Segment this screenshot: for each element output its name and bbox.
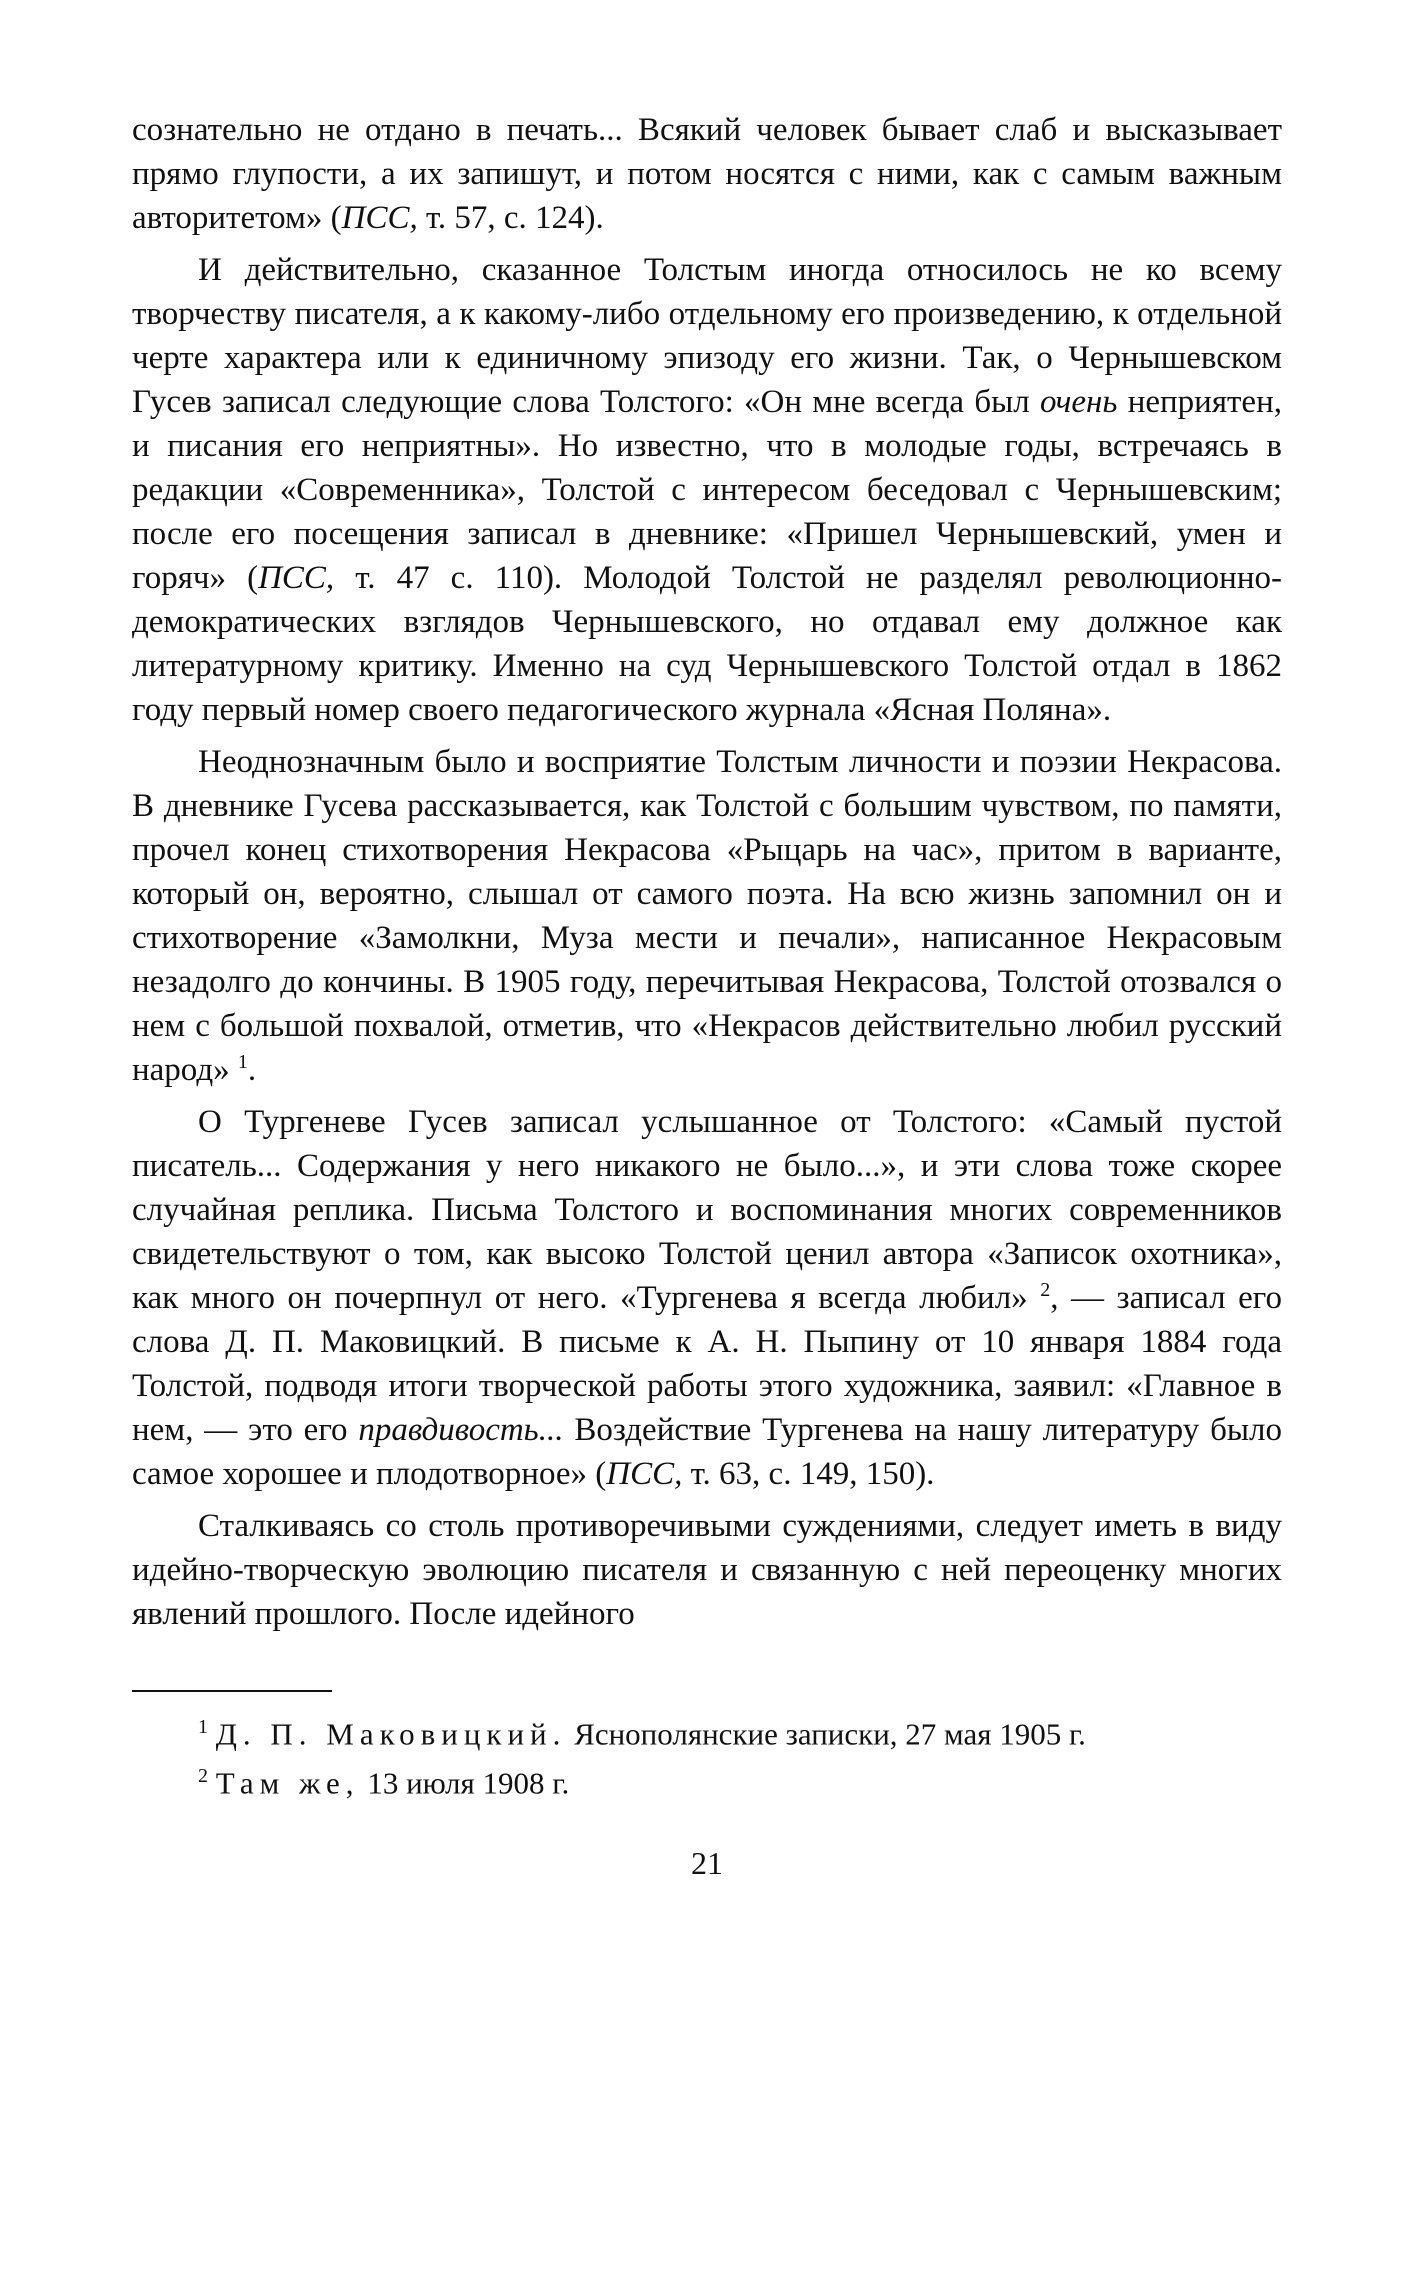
text-run: т. 63, с. 149, 150). bbox=[682, 1456, 935, 1492]
paragraph bbox=[132, 108, 1282, 240]
italic-text: очень bbox=[1040, 384, 1118, 420]
footnote-number: 1 bbox=[198, 1716, 208, 1738]
footnote-text: 13 июля 1908 г. bbox=[359, 1765, 570, 1801]
text-run: , — записал его слова Д. П. Маковицкий. В письме к А. Н. Пыпину от 10 января 1884 года Толстой, подводя итоги творческой работы этого художника, заявил: «Главное в нем, — это его bbox=[132, 1280, 1282, 1448]
footnote-reference[interactable]: 1 bbox=[237, 1051, 248, 1073]
text-run: т. 47 с. 110). Молодой Толстой не разделял революционно-демократических взглядов Чернышевского, но отдавал ему должное как литературному критику. Именно на суд Чернышевского Толстой отдал в 1862 году первый номер своего педагогического журнала «Ясная Поляна». bbox=[132, 560, 1282, 728]
footnote-number: 2 bbox=[198, 1765, 208, 1788]
paragraph bbox=[132, 1504, 1282, 1636]
italic-text: правдивость... bbox=[358, 1412, 564, 1448]
footnote-author: Д. П. Маковицкий. bbox=[215, 1716, 567, 1752]
italic-text: ПСС, bbox=[258, 560, 335, 596]
paragraph bbox=[132, 740, 1282, 1092]
footnote bbox=[132, 1755, 1282, 1804]
text-run: Воздействие Тургенева на нашу литературу было самое хорошее и плодотворное» ( bbox=[132, 1412, 1282, 1492]
text-run: неприятен, и писания его неприятны». Но известно, что в молодые годы, встречаясь в редакции «Современника», Толстой с интересом беседовал с Чернышевским; после его посещения записал в дневнике: «Пришел Чернышевский, умен и горяч» ( bbox=[132, 384, 1282, 596]
italic-text: ПСС, bbox=[606, 1456, 683, 1492]
italic-text: ПСС, bbox=[341, 200, 418, 236]
text-run: Сталкиваясь со столь противоречивыми суждениями, следует иметь в виду идейно-творческую эволюцию писателя и связанную с ней переоценку многих явлений прошлого. После идейного bbox=[132, 1508, 1282, 1632]
paragraph bbox=[132, 248, 1282, 732]
footnote-reference[interactable]: 2 bbox=[1040, 1279, 1051, 1301]
text-run: И действительно, сказанное Толстым иногда относилось не ко всему творчеству писателя, а к какому-либо отдельному его произведению, к отдельной черте характера или к единичному эпизоду его жизни. Так, о Чернышевском Гусев записал следующие слова Толстого: «Он мне всегда был bbox=[132, 252, 1282, 420]
text-run: сознательно не отдано в печать... Всякий человек бывает слаб и высказывает прямо глупости, а их запишут, и потом носятся с ними, как с самым важным авторитетом» ( bbox=[132, 112, 1282, 236]
footnote-divider bbox=[132, 1690, 332, 1692]
page-number: 21 bbox=[691, 1844, 723, 1881]
text-run: О Тургеневе Гусев записал услышанное от Толстого: «Самый пустой писатель... Содержания у него никакого не было...», и эти слова тоже скорее случайная реплика. Письма Толстого и воспоминания многих современников свидетельствуют о том, как высоко Толстой ценил автора «Записок охотника», как много он почерпнул от него. «Тургенева я всегда любил» bbox=[132, 1104, 1282, 1316]
book-page bbox=[132, 108, 1282, 1885]
text-run: Неоднозначным было и восприятие Толстым личности и поэзии Некрасова. В дневнике Гусева рассказывается, как Толстой с большим чувством, по памяти, прочел конец стихотворения Некрасова «Рыцарь на час», притом в варианте, который он, вероятно, слышал от самого поэта. На всю жизнь запомнил он и стихотворение «Замолкни, Муза мести и печали», написанное Некрасовым незадолго до кончины. В 1905 году, перечитывая Некрасова, Толстой отозвался о нем с большой похвалой, отметив, что «Некрасов действительно любил русский народ» bbox=[132, 744, 1282, 1088]
text-run: т. 57, с. 124). bbox=[417, 200, 604, 236]
text-run: . bbox=[247, 1052, 257, 1088]
footnote bbox=[132, 1706, 1282, 1755]
footnote-author: Там же, bbox=[215, 1765, 360, 1801]
footnote-text: Яснополянские записки, 27 мая 1905 г. bbox=[566, 1716, 1086, 1752]
paragraph bbox=[132, 1100, 1282, 1496]
